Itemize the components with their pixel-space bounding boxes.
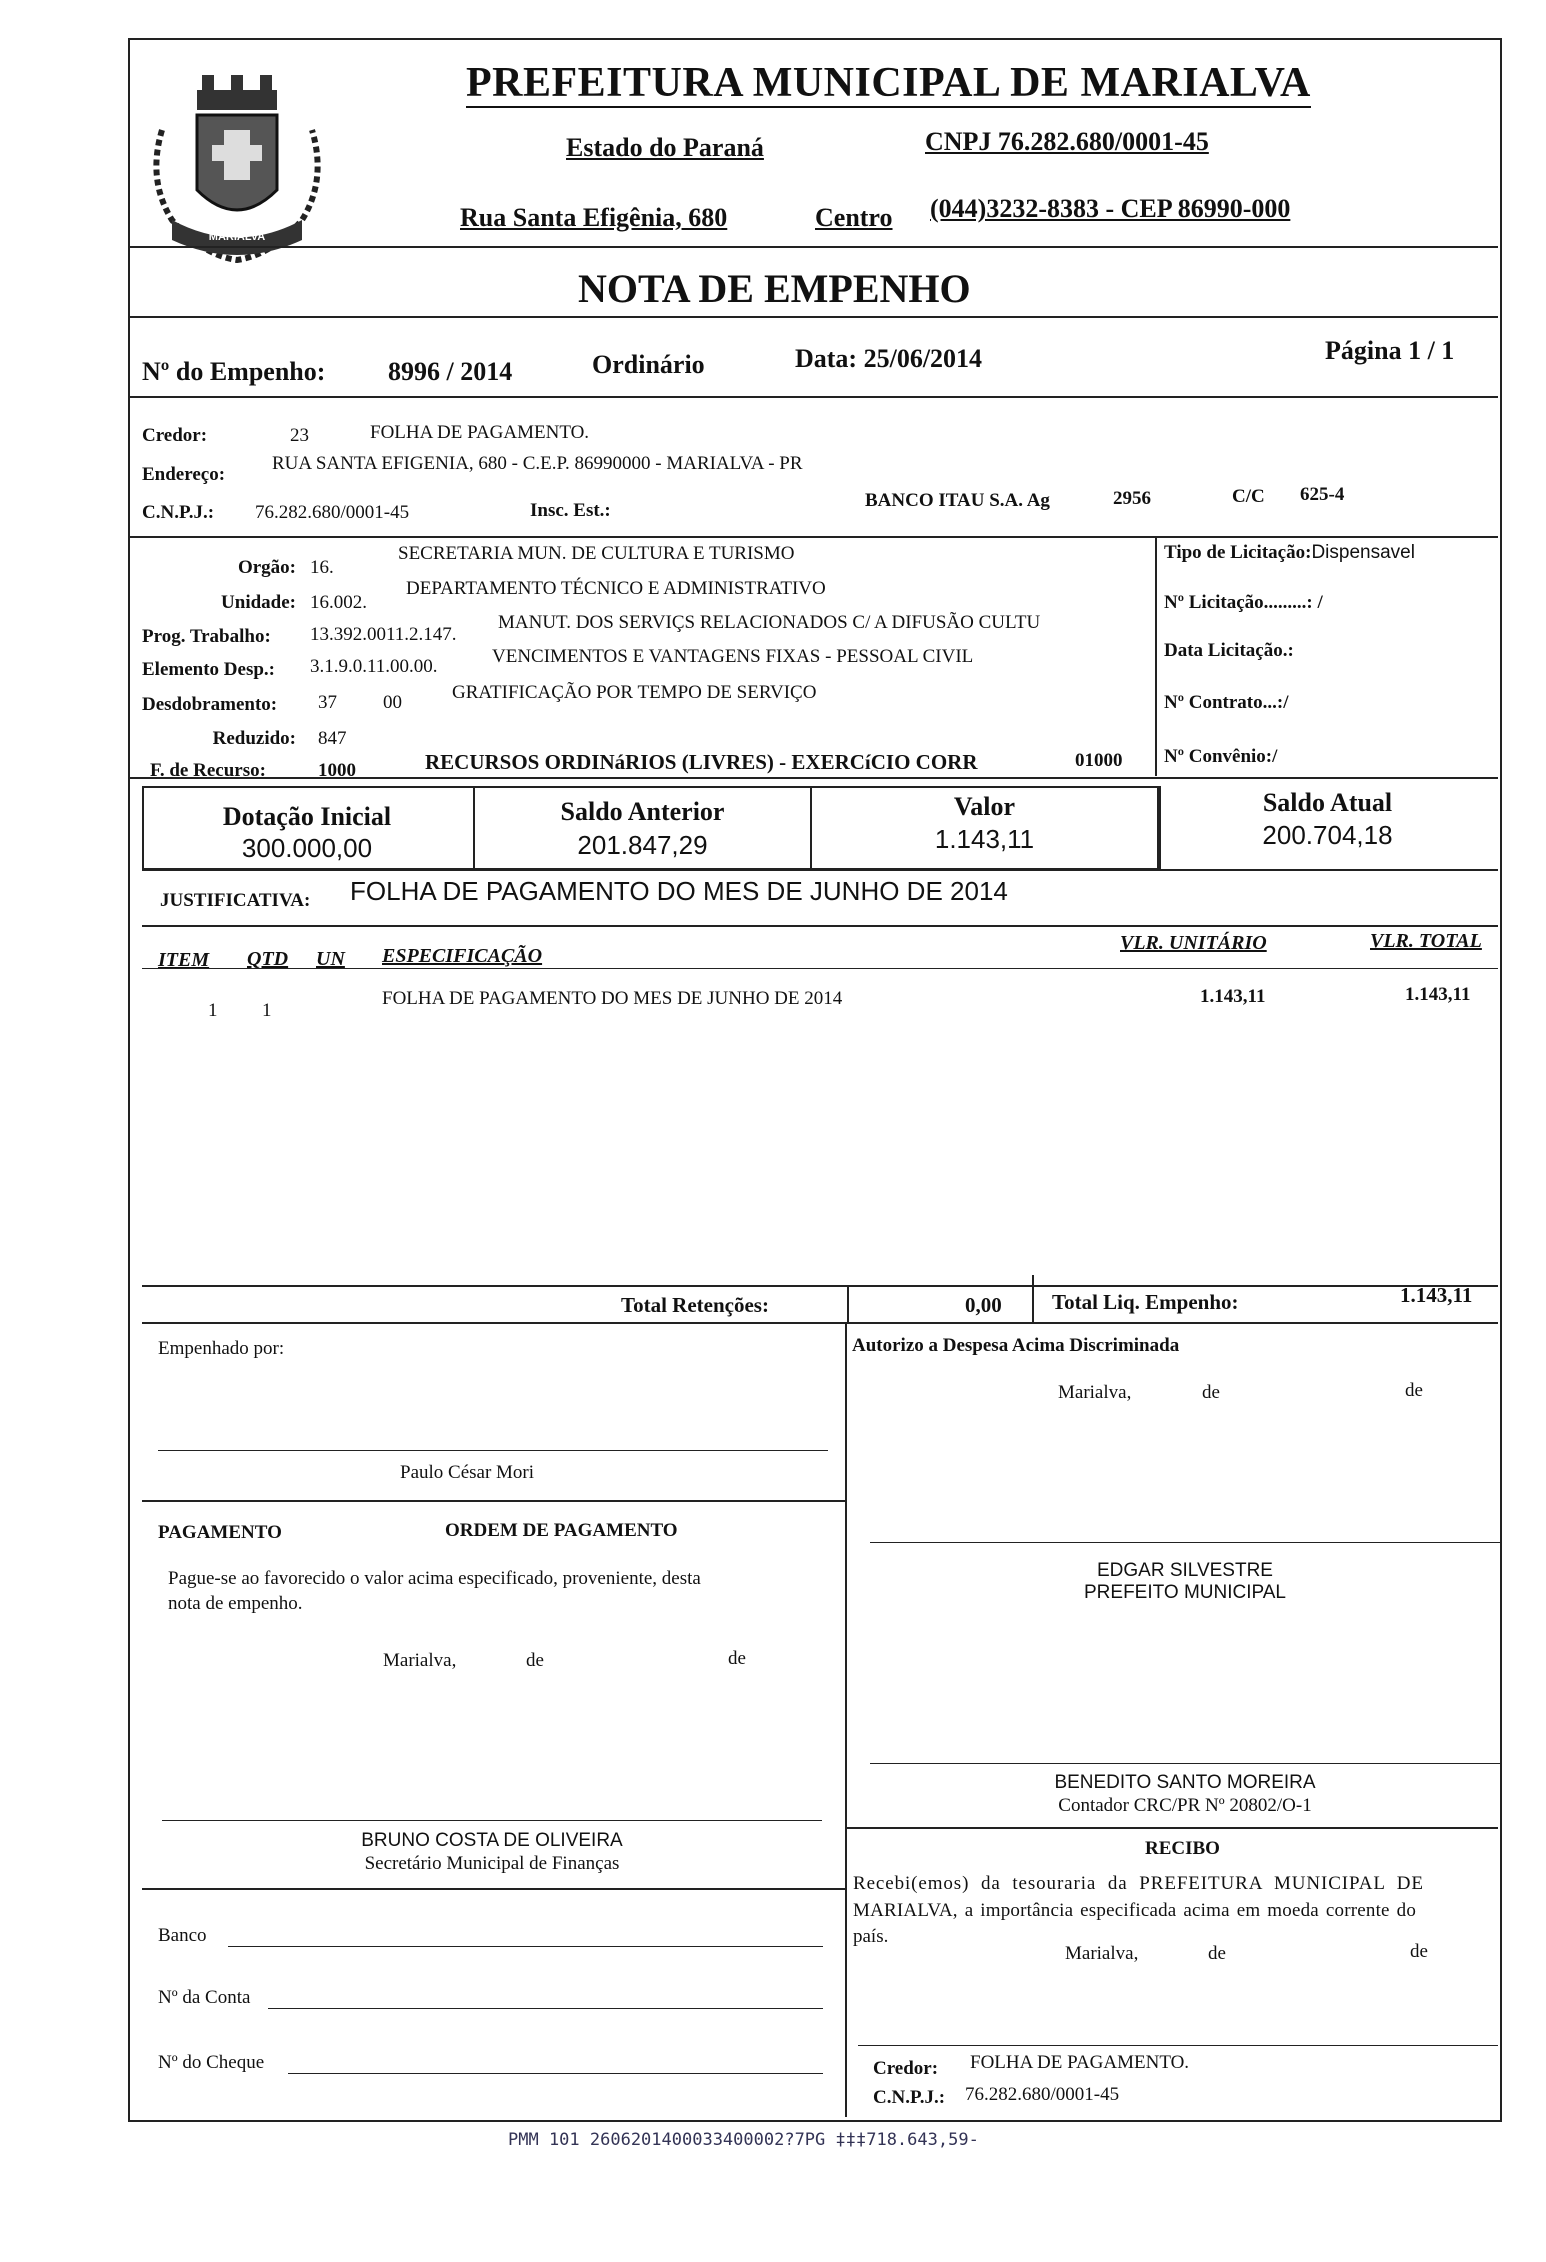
valor-label: Valor	[953, 792, 1016, 821]
saldo-anterior-value: 201.847,29	[577, 830, 708, 860]
desdobramento-value: GRATIFICAÇÃO POR TEMPO DE SERVIÇO	[452, 682, 817, 703]
cheque-input[interactable]	[288, 2073, 823, 2074]
page-title: PREFEITURA MUNICIPAL DE MARIALVA	[466, 60, 1311, 106]
insc-est-label: Insc. Est.:	[530, 500, 611, 521]
recibo-line-3: país.	[853, 1926, 889, 1947]
col-header-spec: ESPECIFICAÇÃO	[382, 945, 543, 967]
prog-label: Prog. Trabalho:	[142, 626, 271, 647]
conta-input[interactable]	[268, 2008, 823, 2009]
prog-code: 13.392.0011.2.147.	[310, 624, 457, 645]
empenho-number-label: Nº do Empenho:	[142, 357, 326, 386]
col-header-un: UN	[316, 948, 345, 970]
recibo-label: RECIBO	[1145, 1838, 1220, 1859]
empenhado-label: Empenhado por:	[158, 1338, 285, 1359]
row-spec: FOLHA DE PAGAMENTO DO MES DE JUNHO DE 2014	[382, 988, 843, 1009]
footer-code: PMM 101 2606201400033400002?7PG ‡‡‡718.643,59-	[508, 2130, 979, 2150]
recurso-number: 01000	[1075, 750, 1123, 771]
credor-code: 23	[290, 425, 309, 446]
orgao-code: 16.	[310, 557, 334, 578]
phone-cep: (044)3232-8383 - CEP 86990-000	[930, 194, 1291, 223]
saldo-atual-value: 200.704,18	[1262, 820, 1393, 850]
elemento-label: Elemento Desp.:	[142, 659, 275, 680]
cnpj-label: C.N.P.J.:	[142, 502, 215, 523]
dotacao-inicial-label: Dotação Inicial	[222, 802, 392, 831]
cc-value: 625-4	[1300, 484, 1345, 505]
credor-name: FOLHA DE PAGAMENTO.	[370, 422, 590, 443]
pagamento-text-1: Pague-se ao favorecido o valor acima especificado, proveniente, desta	[168, 1568, 701, 1589]
recibo-line-2: MARIALVA, a importância especificada acima em moeda corrente do	[853, 1900, 1417, 1921]
prog-value: MANUT. DOS SERVIÇS RELACIONADOS C/ A DIFUSÃO CULTU	[498, 612, 1041, 633]
recurso-value: RECURSOS ORDINáRIOS (LIVRES) - EXERCíCIO CORR	[425, 750, 978, 774]
page-number: Página 1 / 1	[1325, 336, 1455, 365]
endereco-value: RUA SANTA EFIGENIA, 680 - C.E.P. 86990000 - MARIALVA - PR	[272, 453, 803, 474]
reduzido-value: 847	[318, 728, 347, 749]
row-total-value: 1.143,11	[1405, 984, 1471, 1005]
licitacao-date: Data Licitação.:	[1164, 640, 1294, 661]
col-header-qtd: QTD	[247, 948, 289, 970]
unidade-value: DEPARTAMENTO TÉCNICO E ADMINISTRATIVO	[406, 578, 826, 599]
unidade-code: 16.002.	[310, 592, 367, 613]
desdobramento-sub: 00	[383, 692, 402, 713]
pagamento-label: PAGAMENTO	[158, 1522, 282, 1543]
banco-label: Banco	[158, 1925, 207, 1946]
autorizo-text: Autorizo a Despesa Acima Discriminada	[852, 1335, 1180, 1356]
banco-input[interactable]	[228, 1946, 823, 1947]
col-header-total: VLR. TOTAL	[1370, 930, 1482, 952]
district: Centro	[815, 203, 893, 232]
orgao-label: Orgão:	[237, 557, 296, 578]
empenho-number: 8996 / 2014	[388, 357, 513, 386]
pagamento-city: Marialva,	[383, 1650, 457, 1671]
contador-name: BENEDITO SANTO MOREIRA	[1054, 1772, 1316, 1793]
conta-label: Nº da Conta	[158, 1987, 251, 2008]
prefeito-name: EDGAR SILVESTRE	[1097, 1560, 1273, 1581]
retencoes-label: Total Retenções:	[621, 1293, 769, 1317]
desdobramento-code: 37	[318, 692, 337, 713]
recibo-de-2: de	[1410, 1941, 1428, 1962]
licitacao-type-label: Tipo de Licitação:Dispensavel	[1164, 542, 1415, 563]
recurso-label: F. de Recurso:	[150, 760, 266, 781]
convenio-number: Nº Convênio:/	[1164, 746, 1278, 767]
bank-agency: 2956	[1113, 488, 1151, 509]
endereco-label: Endereço:	[142, 464, 226, 485]
municipal-seal	[142, 70, 332, 270]
row-unit-value: 1.143,11	[1200, 986, 1266, 1007]
empenhado-name: Paulo César Mori	[400, 1462, 535, 1483]
liquido-label: Total Liq. Empenho:	[1052, 1290, 1239, 1314]
saldo-atual-label: Saldo Atual	[1262, 788, 1393, 817]
row-qtd: 1	[262, 1000, 272, 1021]
reduzido-label: Reduzido:	[212, 728, 296, 749]
state-name: Estado do Paraná	[566, 133, 764, 162]
justificativa-text: FOLHA DE PAGAMENTO DO MES DE JUNHO DE 2014	[350, 876, 1008, 906]
saldo-anterior-label: Saldo Anterior	[560, 797, 725, 826]
row-item: 1	[208, 1000, 218, 1021]
licitacao-number: Nº Licitação.........: /	[1164, 592, 1323, 613]
cc-label: C/C	[1232, 486, 1265, 507]
recibo-credor-label: Credor:	[873, 2058, 939, 2079]
document-title: NOTA DE EMPENHO	[578, 266, 971, 311]
dotacao-inicial-value: 300.000,00	[241, 833, 373, 863]
orgao-value: SECRETARIA MUN. DE CULTURA E TURISMO	[398, 543, 795, 564]
retencoes-value: 0,00	[965, 1293, 1002, 1317]
recibo-city: Marialva,	[1065, 1943, 1139, 1964]
recibo-line-1: Recebi(emos) da tesouraria da PREFEITURA MUNICIPAL DE	[853, 1873, 1424, 1894]
pagamento-de-1: de	[526, 1650, 544, 1671]
prefeito-title: PREFEITO MUNICIPAL	[1084, 1582, 1286, 1603]
recurso-code: 1000	[318, 760, 356, 781]
secretario-name: BRUNO COSTA DE OLIVEIRA	[361, 1830, 623, 1851]
recibo-credor-value: FOLHA DE PAGAMENTO.	[970, 2052, 1190, 2073]
unidade-label: Unidade:	[221, 592, 296, 613]
autorizo-de-2: de	[1405, 1380, 1423, 1401]
secretario-title: Secretário Municipal de Finanças	[364, 1853, 620, 1874]
col-header-item: ITEM	[158, 949, 210, 971]
cnpj-header: CNPJ 76.282.680/0001-45	[925, 127, 1209, 156]
recibo-cnpj-value: 76.282.680/0001-45	[965, 2084, 1120, 2105]
cheque-label: Nº do Cheque	[158, 2052, 265, 2073]
valor-value: 1.143,11	[934, 824, 1035, 854]
cnpj-value: 76.282.680/0001-45	[255, 502, 410, 523]
recibo-de-1: de	[1208, 1943, 1226, 1964]
ordem-pagamento-label: ORDEM DE PAGAMENTO	[445, 1520, 678, 1541]
col-header-unit: VLR. UNITÁRIO	[1120, 932, 1267, 954]
pagamento-de-2: de	[728, 1648, 746, 1669]
autorizo-city: Marialva,	[1058, 1382, 1132, 1403]
contador-title: Contador CRC/PR Nº 20802/O-1	[1058, 1795, 1312, 1816]
street-address: Rua Santa Efigênia, 680	[460, 203, 728, 232]
desdobramento-label: Desdobramento:	[142, 694, 278, 715]
contrato-number: Nº Contrato...:/	[1164, 692, 1289, 713]
empenho-date: Data: 25/06/2014	[795, 344, 983, 373]
elemento-code: 3.1.9.0.11.00.00.	[310, 656, 438, 677]
bank-name: BANCO ITAU S.A. Ag	[865, 490, 1050, 511]
credor-label: Credor:	[142, 425, 208, 446]
recibo-cnpj-label: C.N.P.J.:	[873, 2087, 946, 2108]
autorizo-de-1: de	[1202, 1382, 1220, 1403]
pagamento-text-2: nota de empenho.	[168, 1593, 303, 1614]
elemento-value: VENCIMENTOS E VANTAGENS FIXAS - PESSOAL CIVIL	[492, 646, 974, 667]
seal-banner-text: MARIALVA	[208, 231, 266, 243]
liquido-value: 1.143,11	[1400, 1283, 1473, 1307]
justificativa-label: JUSTIFICATIVA:	[160, 890, 311, 911]
empenho-type: Ordinário	[592, 350, 705, 379]
